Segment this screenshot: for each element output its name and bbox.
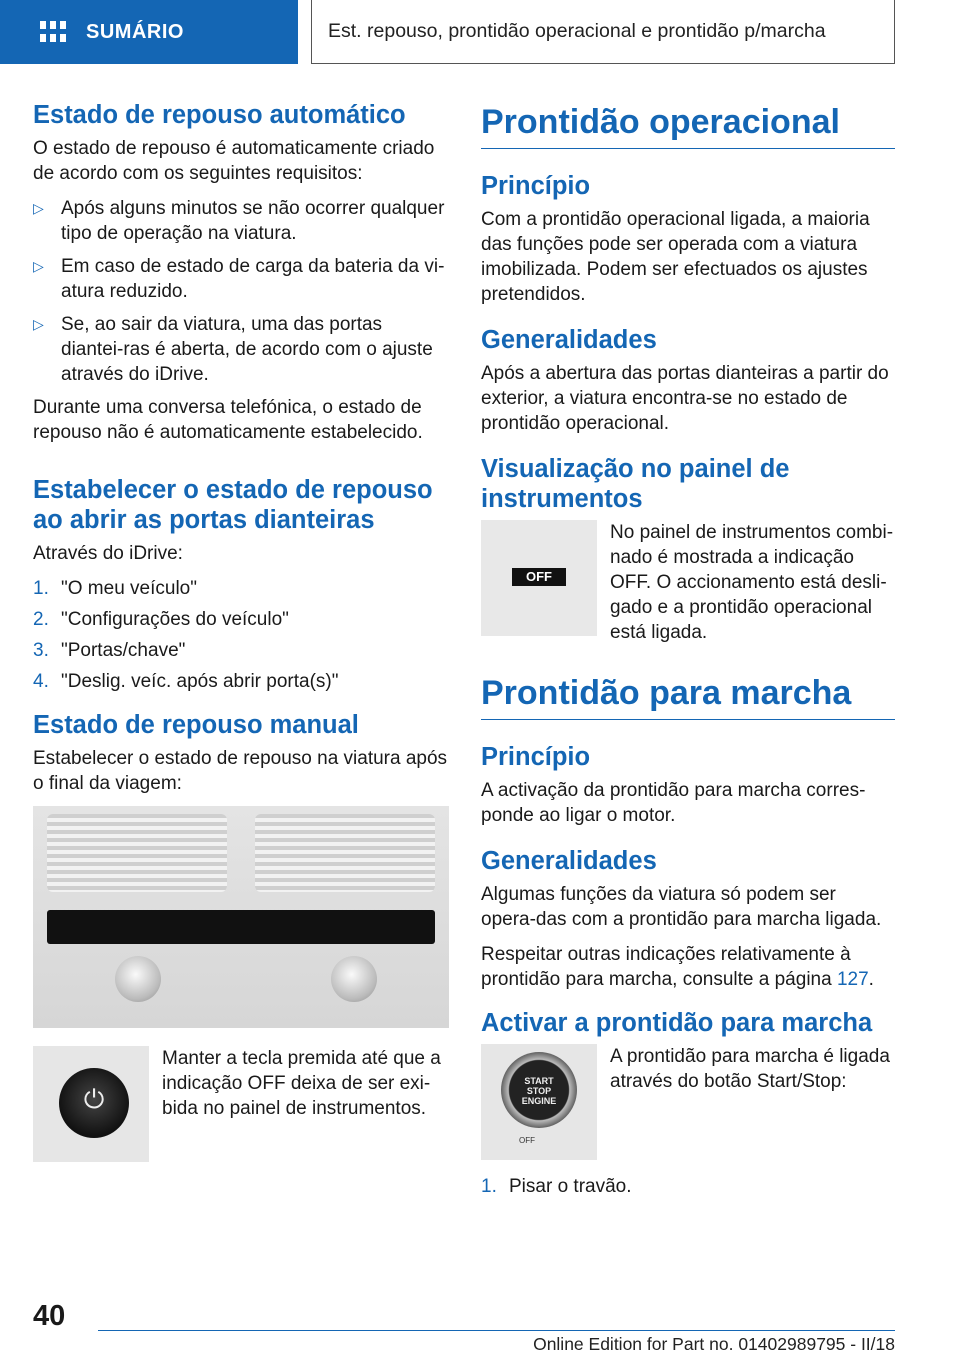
paragraph: Algumas funções da viatura só podem ser opera‐das com a prontidão para marcha ligada.: [481, 884, 882, 930]
steps-list: [33, 576, 449, 694]
paragraph: [481, 942, 895, 992]
triangle-bullet-icon: ▷: [33, 258, 44, 274]
footer-divider: [98, 1330, 895, 1331]
list-item: [33, 638, 449, 663]
paragraph: No painel de instrumentos combi‐nado é mostrada a indicação OFF. O accionamento está desli‐gado e a prontidão operacional está ligada.: [610, 522, 894, 643]
section-title-principle: Princípio: [481, 743, 591, 771]
list-item-text: Se, ao sair da viatura, uma das portas diantei‐ras é aberta, de acordo com o ajuste através do iDrive.: [61, 314, 433, 385]
page-link[interactable]: 127: [836, 969, 869, 990]
list-item: [33, 254, 449, 304]
section-title-general: Generalidades: [481, 847, 657, 875]
triangle-bullet-icon: ▷: [33, 200, 44, 216]
step-text: "Portas/chave": [61, 640, 186, 661]
page-number: 40: [33, 1300, 66, 1332]
step-text: "Configurações do veículo": [61, 609, 289, 630]
toc-button[interactable]: [0, 0, 298, 64]
step-number: 1.: [33, 578, 49, 599]
step-text: "Deslig. veíc. após abrir porta(s)": [61, 671, 339, 692]
list-item-text: Após alguns minutos se não ocorrer qualquer tipo de operação na viatura.: [61, 198, 445, 244]
button-text: STOP: [526, 1086, 552, 1096]
chapter-heading-operational: Prontidão operacional: [481, 100, 895, 149]
grid-menu-icon: [40, 21, 66, 43]
list-item-text: Em caso de estado de carga da bateria da vi‐atura reduzido.: [61, 256, 445, 302]
list-item: [481, 1174, 895, 1199]
paragraph-text: Respeitar outras indicações relativamente à prontidão para marcha, consulte a página: [481, 944, 851, 990]
center-console-image: [33, 806, 449, 1028]
step-number: 3.: [33, 640, 49, 661]
air-vent: [255, 814, 435, 892]
off-label: OFF: [519, 1136, 535, 1145]
section-title-display: Visualização no painel de instrumentos: [481, 455, 790, 513]
paragraph: A activação da prontidão para marcha corres‐ponde ao ligar o motor.: [481, 780, 866, 826]
section-title-auto-standby: Estado de repouso automático: [33, 101, 406, 129]
chapter-heading-drive-ready: Prontidão para marcha: [481, 671, 895, 720]
power-button-image: [33, 1046, 149, 1162]
paragraph: O estado de repouso é automaticamente criado de acordo com os seguintes requisitos:: [33, 138, 435, 184]
paragraph: Através do iDrive:: [33, 543, 183, 564]
paragraph: Manter a tecla premida até que a indicação OFF deixa de ser exi‐bida no painel de instrumentos.: [162, 1048, 441, 1119]
section-title-principle: Princípio: [481, 172, 591, 200]
list-item: [33, 669, 449, 694]
button-text: ENGINE: [521, 1096, 557, 1106]
left-column: [33, 100, 449, 1176]
image-text-row: [33, 1046, 449, 1162]
triangle-bullet-icon: ▷: [33, 316, 44, 332]
power-icon: ⏻: [83, 1084, 105, 1114]
list-item: [33, 312, 449, 387]
right-column: [481, 100, 895, 1215]
section-title-doors: Estabelecer o estado de repouso ao abrir as portas dianteiras: [33, 476, 433, 534]
steps-list: [481, 1174, 895, 1199]
step-number: 1.: [481, 1176, 497, 1197]
air-vent: [47, 814, 227, 892]
step-text: Pisar o travão.: [509, 1176, 632, 1197]
list-item: [33, 576, 449, 601]
step-number: 2.: [33, 609, 49, 630]
button-text: START: [524, 1076, 554, 1086]
requirements-list: [33, 196, 449, 387]
step-number: 4.: [33, 671, 49, 692]
paragraph: Durante uma conversa telefónica, o estado de repouso não é automaticamente estabelecido.: [33, 397, 423, 443]
start-stop-button: [501, 1052, 577, 1128]
paragraph: Com a prontidão operacional ligada, a maioria das funções pode ser operada com a viatura imobilizada. Podem ser efectuados os ajustes pretendidos.: [481, 209, 870, 305]
start-stop-image: [481, 1044, 597, 1160]
image-text-row: [481, 1044, 895, 1160]
chapter-title: Est. repouso, prontidão operacional e prontidão p/marcha: [311, 0, 895, 64]
section-title-activate: Activar a prontidão para marcha: [481, 1009, 873, 1037]
off-indicator-image: [481, 520, 597, 636]
paragraph-text: .: [868, 969, 874, 990]
edition-text: Online Edition for Part no. 01402989795 - II/18: [533, 1334, 895, 1354]
off-badge: OFF: [512, 568, 566, 586]
paragraph: A prontidão para marcha é ligada através do botão Start/Stop:: [610, 1046, 890, 1092]
section-title-manual-standby: Estado de repouso manual: [33, 711, 359, 739]
climate-knob: [331, 956, 377, 1002]
image-text-row: [481, 520, 895, 645]
paragraph: Estabelecer o estado de repouso na viatura após o final da viagem:: [33, 748, 448, 794]
list-item: [33, 607, 449, 632]
section-title-general: Generalidades: [481, 326, 657, 354]
paragraph: Após a abertura das portas dianteiras a partir do exterior, a viatura encontra-se no estado de prontidão operacional.: [481, 363, 889, 434]
step-text: "O meu veículo": [61, 578, 197, 599]
radio-panel: [47, 910, 435, 944]
toc-label: SUMÁRIO: [86, 20, 184, 43]
volume-knob: [115, 956, 161, 1002]
list-item: [33, 196, 449, 246]
